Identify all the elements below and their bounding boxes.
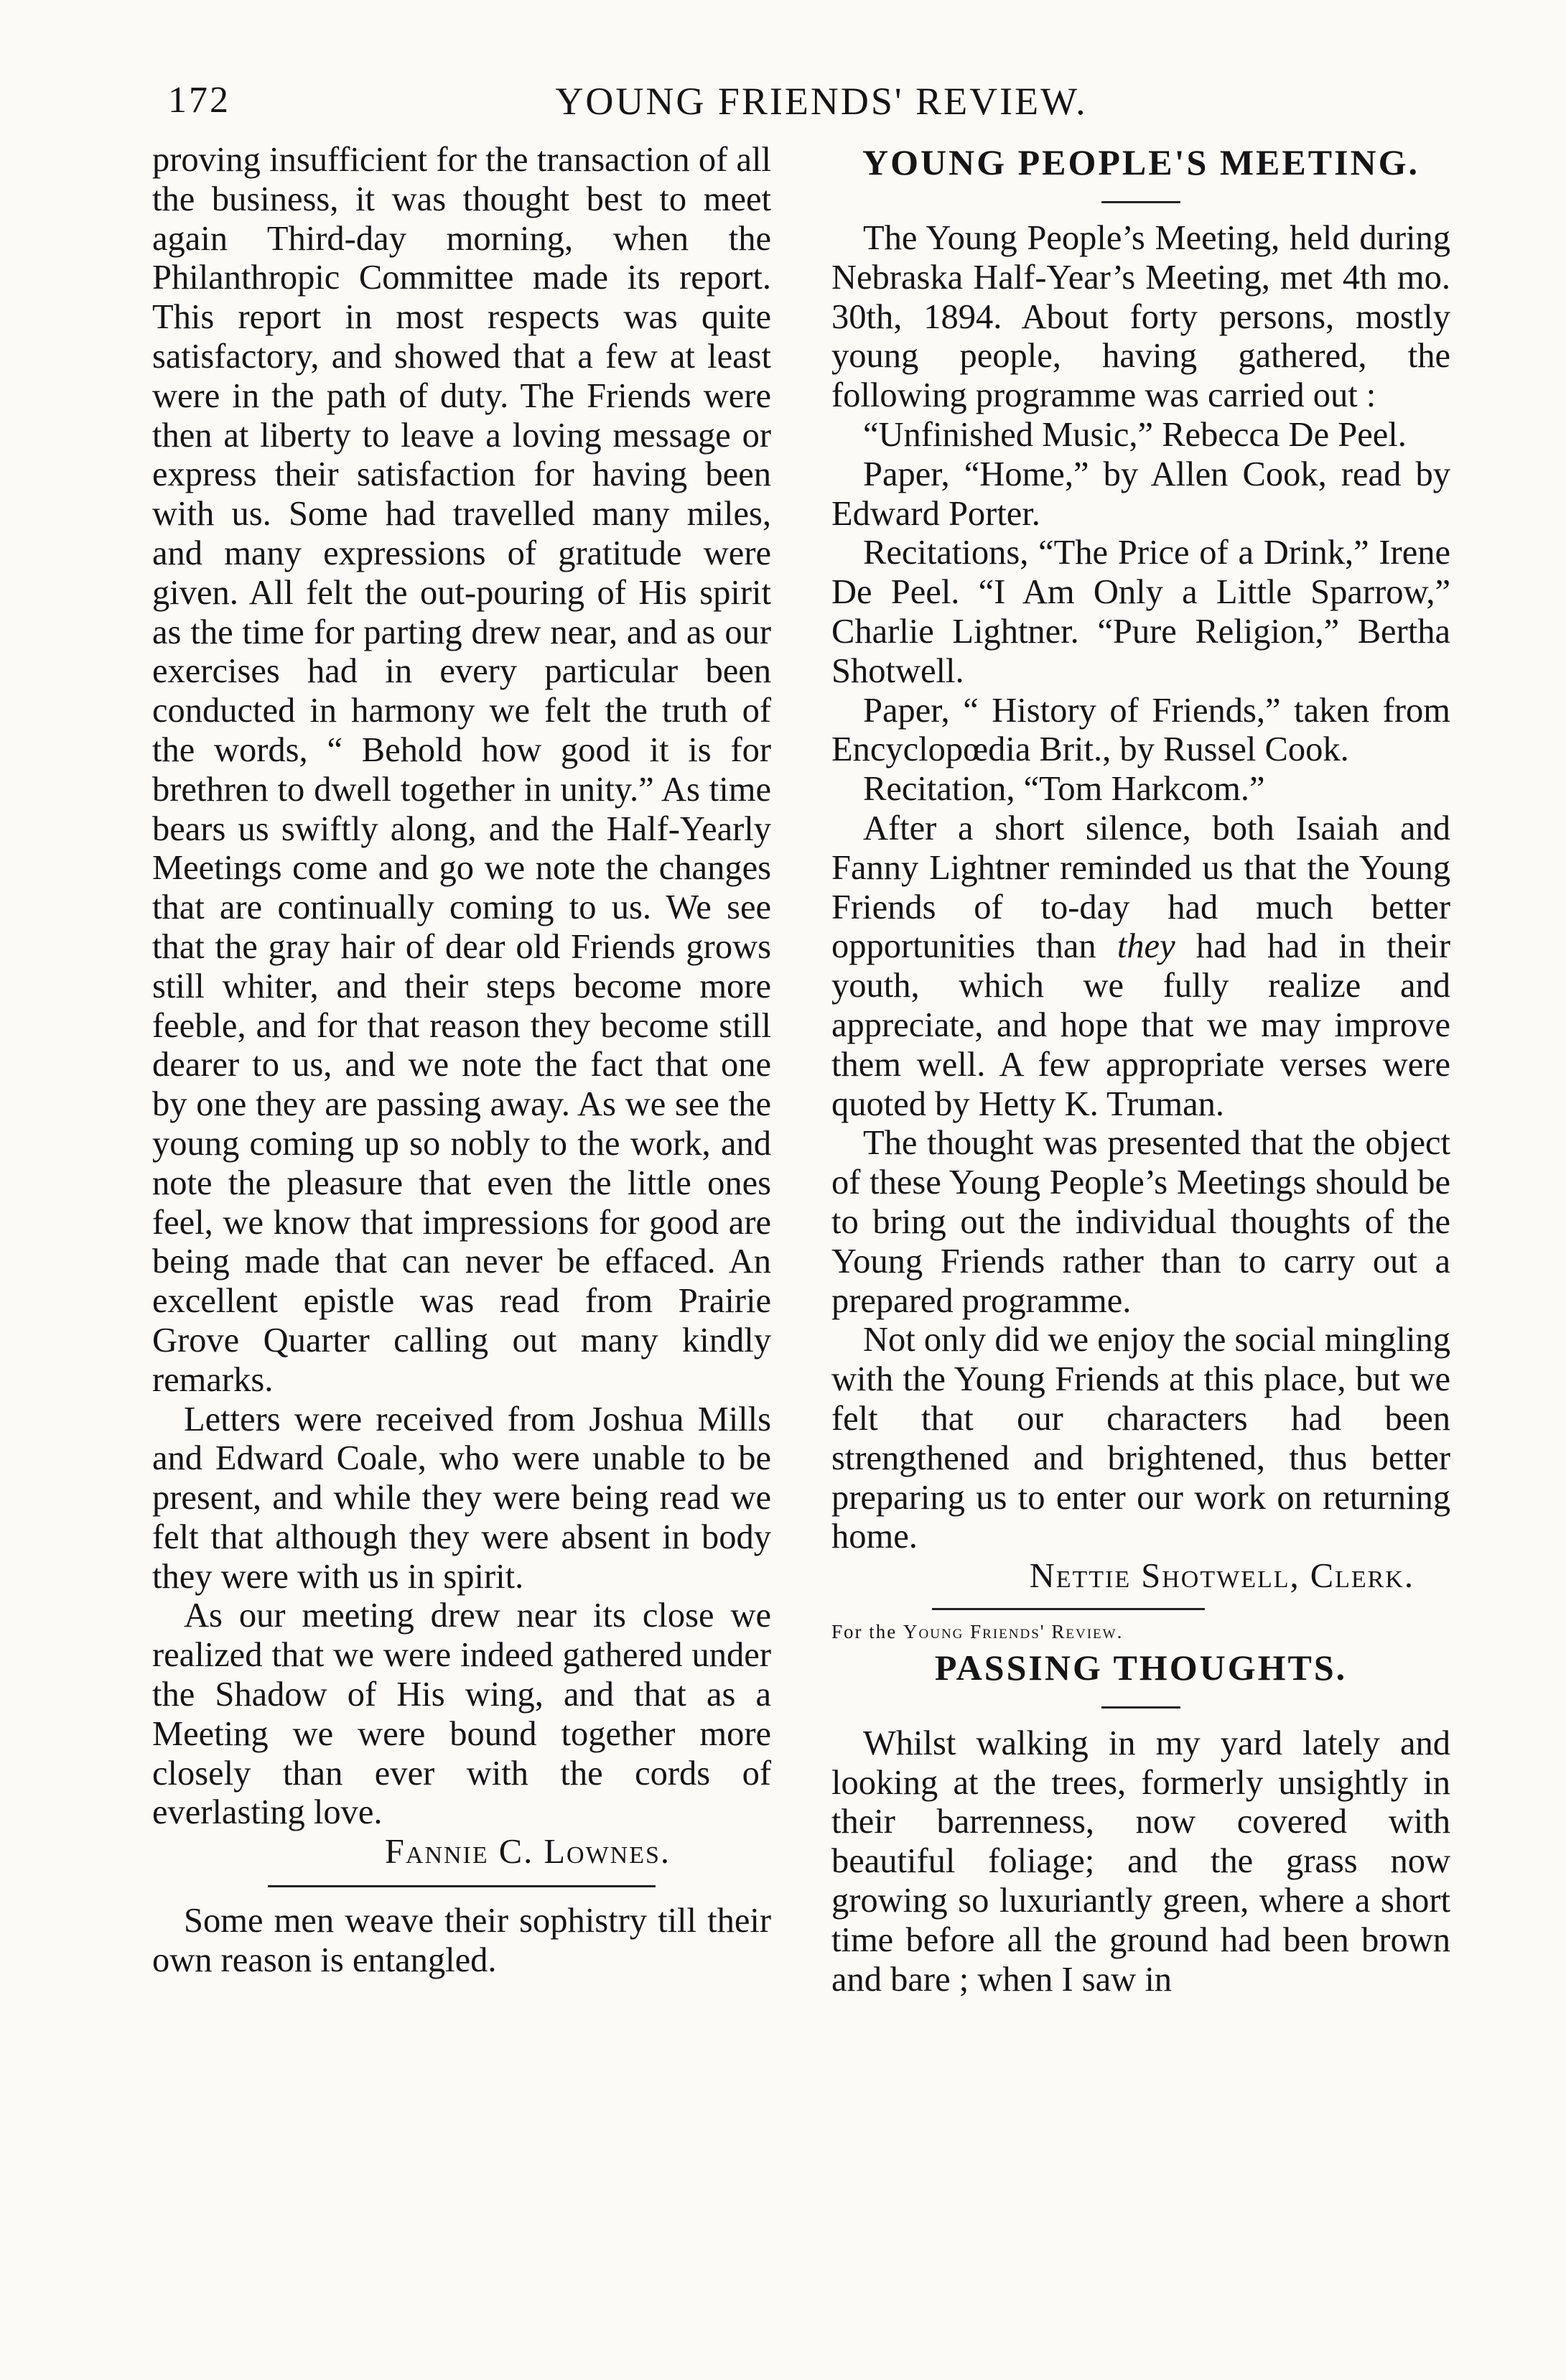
running-title: YOUNG FRIENDS' REVIEW. [555,80,1088,123]
title-rule [1101,201,1180,203]
byline [831,1617,1450,1646]
divider [932,1608,1205,1610]
paragraph: The thought was presented that the object of these Young People’s Meetings should be to bring out the individual thoughts of the Young Friends rather than to carry out a prepared programme. [831,1124,1450,1320]
paragraph: Letters were received from Joshua Mills and Edward Coale, who were unable to be present, and while they were being read we felt that although they were absent in body they were with us in spirit. [152,1400,771,1596]
left-column [152,141,771,1981]
program-item: “Unfinished Music,” Rebecca De Peel. [863,415,1407,454]
program-item: Paper, “Home,” by Allen Cook, read by Edward Porter. [831,455,1450,533]
paragraph: Not only did we enjoy the social mingling with the Young Friends at this place, but we felt that our characters had been strengthened and brightened, thus better preparing us to enter our work on returning home. [831,1321,1450,1556]
signature: Nettie Shotwell, Clerk. [1029,1557,1414,1596]
paragraph: Whilst walking in my yard lately and looking at the trees, formerly unsightly in their barrenness, now covered with beautiful foliage; and the grass now growing so luxuriantly green, where a short time before all the ground had been brown and bare ; when I saw in [831,1724,1450,1999]
emphasis: they [1117,927,1175,966]
paragraph-text: After a short silence, both Isaiah and Fanny Lightner reminded us that the Young Friends of to-day had much better opportunities than [831,809,1450,966]
program-item: Recitation, “Tom Harkcom.” [863,770,1265,809]
divider [268,1885,656,1887]
article-title: PASSING THOUGHTS. [934,1647,1348,1688]
page-number: 172 [168,80,230,121]
aphorism: Some men weave their sophistry till their own reason is entangled. [152,1902,771,1979]
paragraph: As our meeting drew near its close we realized that we were indeed gathered under the Shadow of His wing, and that as a Meeting we were bound together more closely than ever with the cords of everlasting love. [152,1596,771,1832]
byline-source: Young Friends' Review. [903,1620,1124,1642]
right-column [831,141,1450,1999]
signature: Fannie C. Lownes. [384,1833,671,1872]
title-rule [1101,1706,1180,1709]
page-header [168,79,1475,144]
paragraph: The Young People’s Meeting, held during Nebraska Half-Year’s Meeting, met 4th mo. 30th, 1894. About forty persons, mostly young people, having gathered, the following programme was carried out : [831,219,1450,415]
program-item: Paper, “ History of Friends,” taken from Encyclopœdia Brit., by Russel Cook. [831,691,1450,769]
byline-prefix: For the [831,1620,898,1642]
paragraph-text: had had in their youth, which we fully realize and appreciate, and hope that we may improve them well. A few appropriate verses were quoted by Hetty K. Truman. [831,927,1451,1123]
paragraph: proving insufficient for the transaction of all the business, it was thought best to meet again Third-day morning, when the Philanthropic Committee made its report. This report in most respects was quite satisfactory, and showed that a few at least were in the path of duty. The Friends were then at liberty to leave a loving message or express their satisfaction for having been with us. Some had travelled many miles, and many expressions of gratitude were given. All felt the out-pouring of His spirit as the time for parting drew near, and as our exercises had in every particular been conducted in harmony we felt the truth of the words, “ Behold how good it is for brethren to dwell together in unity.” As time bears us swiftly along, and the Half-Yearly Meetings come and go we note the changes that are continually coming to us. We see that the gray hair of dear old Friends grows still whiter, and their steps become more feeble, and for that reason they become still dearer to us, and we note the fact that one by one they are passing away. As we see the young coming up so nobly to the work, and note the pleasure that even the little ones feel, we know that impressions for good are being made that can never be effaced. An excellent epistle was read from Prairie Grove Quarter calling out many kindly remarks. [152,141,771,1399]
program-item: Recitations, “The Price of a Drink,” Irene De Peel. “I Am Only a Little Sparrow,” Charlie Lightner. “Pure Religion,” Bertha Shotwell. [831,534,1450,690]
paragraph [831,809,1450,1124]
article-title: YOUNG PEOPLE'S MEETING. [862,142,1420,182]
